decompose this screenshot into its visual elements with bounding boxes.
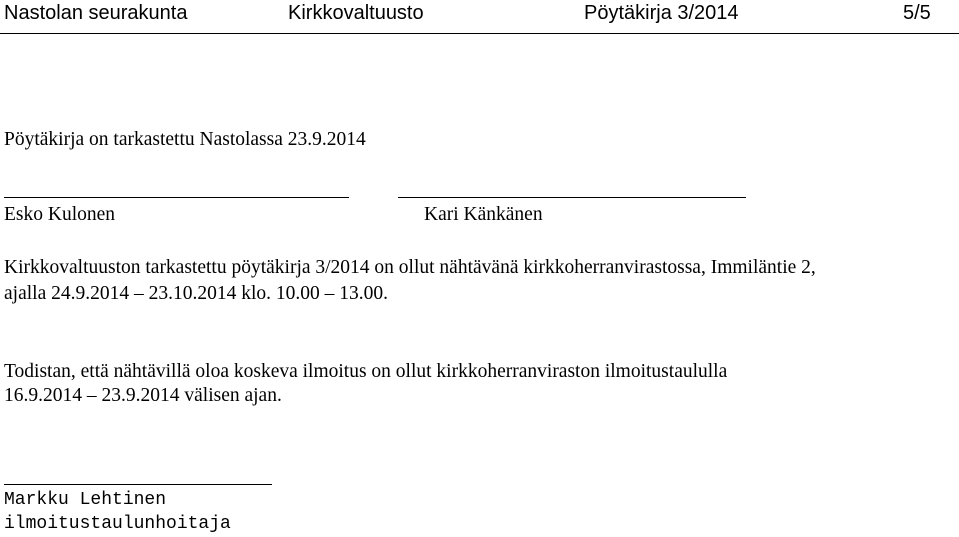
- display-statement-line-2: ajalla 24.9.2014 – 23.10.2014 klo. 10.00 – 13.00.: [4, 283, 389, 304]
- signer-2-name: Kari Känkänen: [424, 204, 543, 225]
- header-minutes: Pöytäkirja 3/2014: [584, 2, 739, 24]
- page-header: [0, 0, 959, 34]
- notice-keeper-title: ilmoitustaulunhoitaja: [4, 514, 231, 534]
- header-body: Kirkkovaltuusto: [288, 2, 424, 24]
- certification-line-2: 16.9.2014 – 23.9.2014 välisen ajan.: [4, 385, 282, 406]
- inspection-statement: Pöytäkirja on tarkastettu Nastolassa 23.9.2014: [4, 129, 366, 150]
- display-statement-line-1: Kirkkovaltuuston tarkastettu pöytäkirja 3/2014 on ollut nähtävänä kirkkoherranvirastossa, Immiläntie 2,: [4, 257, 816, 278]
- header-municipality: Nastolan seurakunta: [4, 2, 188, 24]
- signature-line-3: [4, 484, 272, 485]
- header-page-number: 5/5: [903, 2, 931, 24]
- signature-line-2: [398, 197, 746, 198]
- certification-line-1: Todistan, että nähtävillä oloa koskeva ilmoitus on ollut kirkkoherranviraston ilmoitustaululla: [4, 361, 728, 382]
- signature-line-1: [4, 197, 349, 198]
- signer-1-name: Esko Kulonen: [4, 204, 116, 225]
- notice-keeper-name: Markku Lehtinen: [4, 490, 167, 510]
